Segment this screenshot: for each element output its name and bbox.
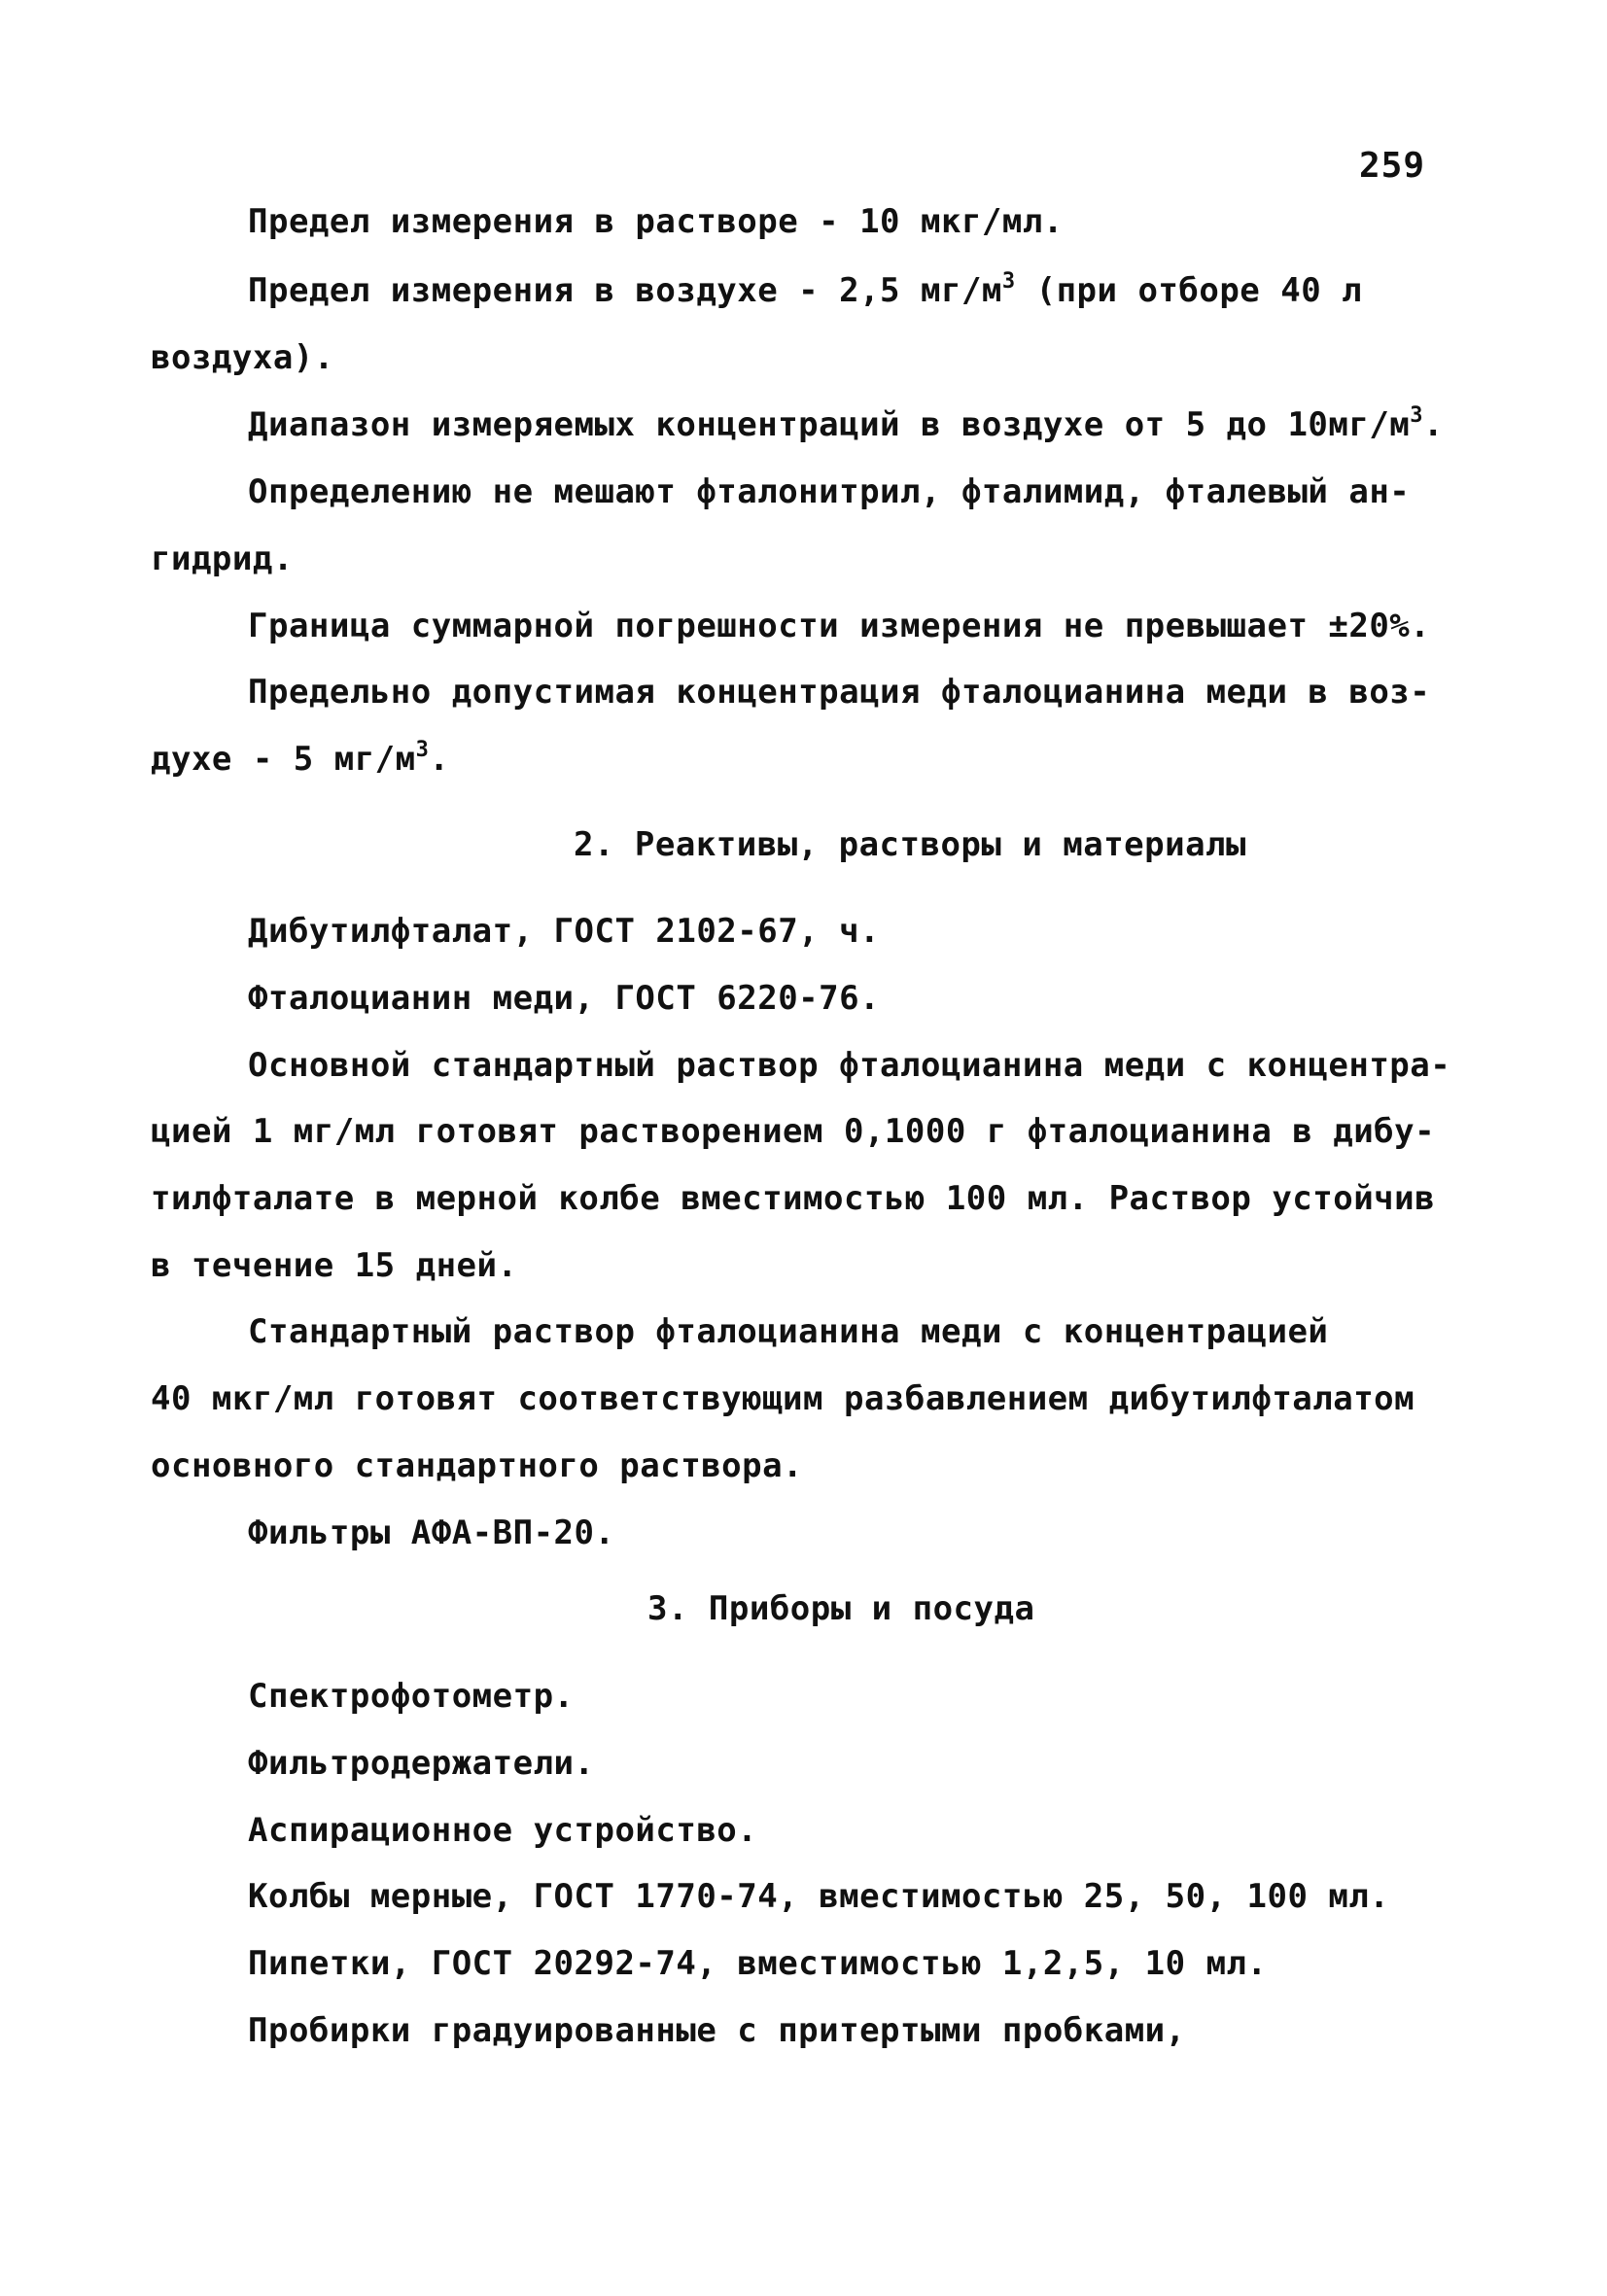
max-concentration-cont: [151, 737, 449, 782]
superscript-3: 3: [1001, 269, 1016, 294]
filters-line: Фильтры АФА-ВП-20.: [248, 1513, 615, 1552]
equipment-spectrophotometer: Спектрофотометр.: [248, 1677, 575, 1716]
concentration-range-end: .: [1423, 405, 1445, 444]
page-number: 259: [1359, 146, 1426, 186]
equipment-volumetric-flasks: Колбы мерные, ГОСТ 1770-74, вместимостью 25, 50, 100 мл.: [248, 1877, 1390, 1916]
superscript-3: 3: [1410, 403, 1424, 428]
stock-solution-line-3: тилфталате в мерной колбе вместимостью 100 мл. Раствор устойчив: [151, 1179, 1436, 1218]
equipment-test-tubes: Пробирки градуированные с притертыми пробками,: [248, 2011, 1186, 2050]
interferences-line: Определению не мешают фталонитрил, фталимид, фталевый ан-: [248, 472, 1411, 511]
standard-solution-line-2: 40 мкг/мл готовят соответствующим разбавлением дибутилфталатом: [151, 1379, 1415, 1418]
superscript-3: 3: [415, 738, 430, 762]
max-concentration-cont-text: духе - 5 мг/м: [151, 740, 416, 779]
max-concentration: Предельно допустимая концентрация фталоцианина меди в воз-: [248, 673, 1431, 712]
interferences-line-cont: гидрид.: [151, 539, 294, 578]
equipment-filter-holders: Фильтродержатели.: [248, 1744, 595, 1783]
measurement-limit-air-text: Предел измерения в воздухе - 2,5 мг/м: [248, 271, 1002, 310]
equipment-aspirator: Аспирационное устройство.: [248, 1811, 758, 1850]
reagent-dibutylphthalate: Дибутилфталат, ГОСТ 2102-67, ч.: [248, 912, 881, 951]
error-bound: Граница суммарной погрешности измерения не превышает ±20%.: [248, 607, 1431, 645]
concentration-range-text: Диапазон измеряемых концентраций в воздухе от 5 до 10мг/м: [248, 405, 1411, 444]
measurement-limit-air: [248, 268, 1362, 313]
equipment-pipettes: Пипетки, ГОСТ 20292-74, вместимостью 1,2,5, 10 мл.: [248, 1944, 1268, 1983]
max-concentration-cont-end: .: [429, 740, 450, 779]
measurement-limit-air-text-end: (при отборе 40 л: [1015, 271, 1363, 310]
standard-solution-line-3: основного стандартного раствора.: [151, 1446, 804, 1485]
standard-solution-line-1: Стандартный раствор фталоцианина меди с концентрацией: [248, 1312, 1329, 1351]
reagent-copper-phthalocyanine: Фталоцианин меди, ГОСТ 6220-76.: [248, 979, 881, 1018]
stock-solution-line-2: цией 1 мг/мл готовят растворением 0,1000 г фталоцианина в дибу-: [151, 1112, 1436, 1151]
stock-solution-line-4: в течение 15 дней.: [151, 1246, 518, 1285]
section-2-heading: 2. Реактивы, растворы и материалы: [574, 825, 1247, 864]
stock-solution-line-1: Основной стандартный раствор фталоцианина меди с концентра-: [248, 1046, 1451, 1085]
section-3-heading: 3. Приборы и посуда: [647, 1589, 1035, 1628]
measurement-limit-air-cont: воздуха).: [151, 338, 334, 377]
concentration-range: [248, 402, 1444, 447]
measurement-limit-solution: Предел измерения в растворе - 10 мкг/мл.: [248, 202, 1064, 241]
